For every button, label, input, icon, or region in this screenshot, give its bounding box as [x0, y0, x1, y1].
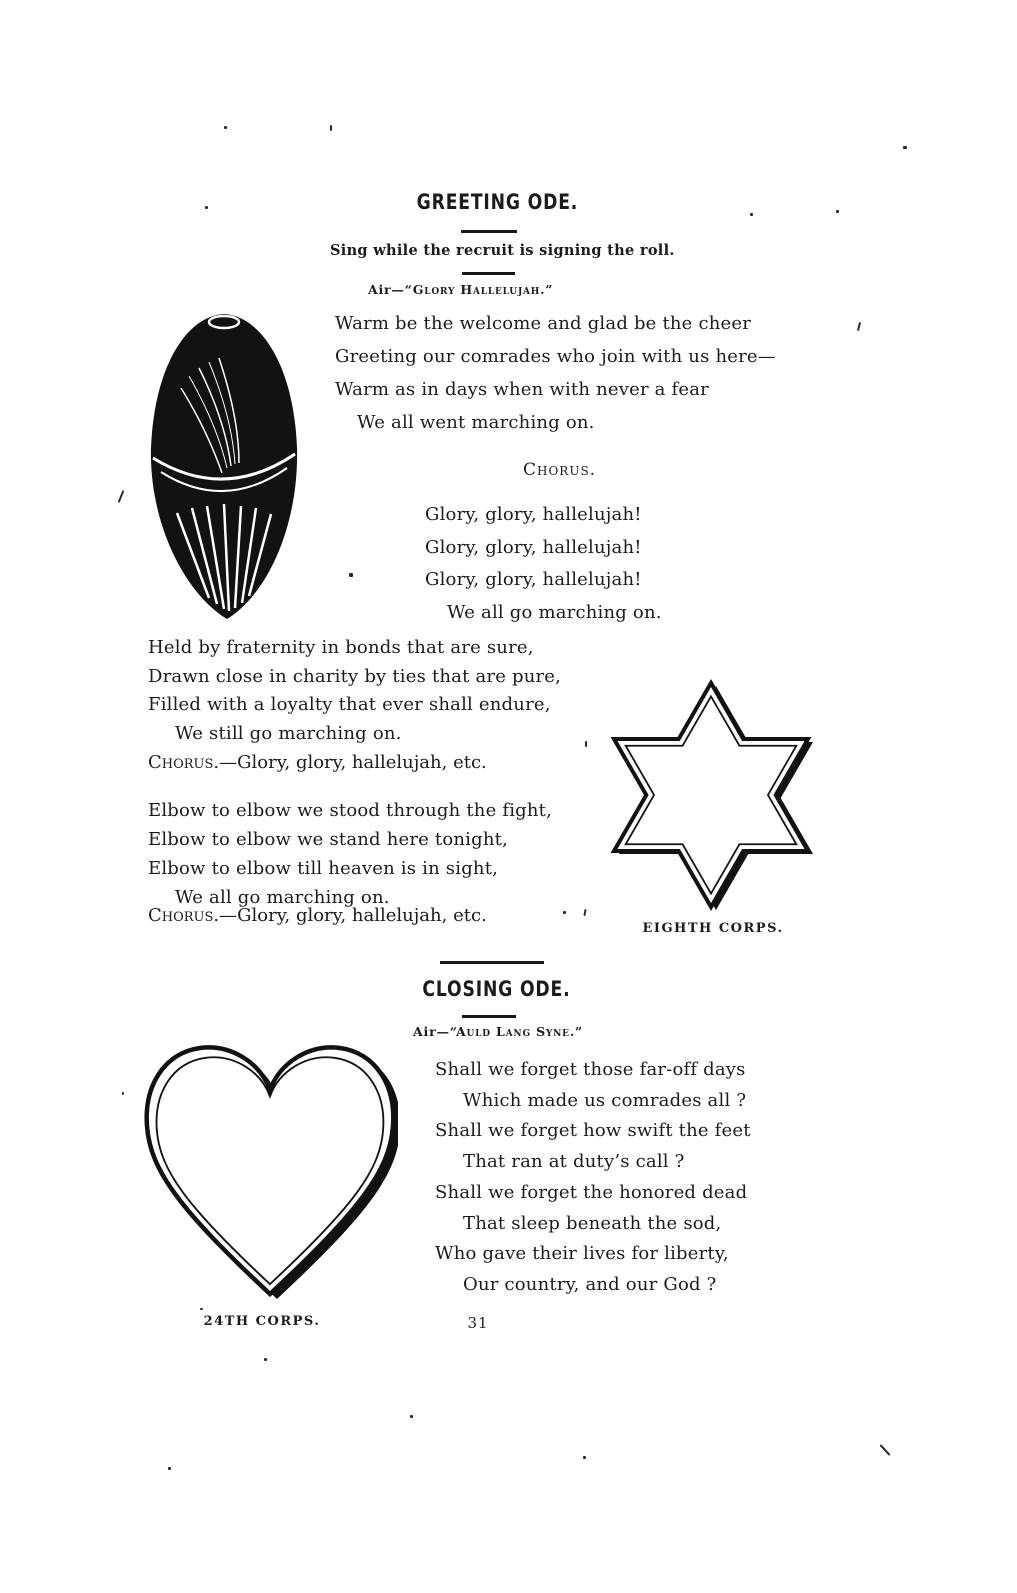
scan-speck	[205, 206, 208, 209]
scan-mark	[585, 741, 587, 747]
chorus-line: Glory, glory, hallelujah!	[425, 504, 642, 525]
scan-speck	[264, 1358, 267, 1361]
twenty-fourth-corps-label: 24TH CORPS.	[203, 1314, 321, 1329]
scan-speck	[349, 573, 353, 577]
instruction-rule	[462, 272, 515, 275]
verse-line: That sleep beneath the sod,	[463, 1212, 722, 1234]
verse-line: That ran at duty’s call ?	[463, 1151, 685, 1173]
verse-line: Which made us comrades all ?	[463, 1089, 747, 1111]
chorus-line: We all go marching on.	[447, 601, 662, 623]
verse-line: We all went marching on.	[357, 412, 595, 433]
verse-line: Shall we forget the honored dead	[435, 1181, 748, 1203]
greeting-verse-2	[148, 634, 561, 748]
verse-line: Filled with a loyalty that ever shall endure,	[148, 694, 551, 715]
scan-speck	[836, 210, 839, 213]
refrain-label: Chorus.	[148, 752, 220, 773]
page-number: 31	[467, 1314, 489, 1332]
acorn-badge-icon	[147, 308, 301, 626]
verse-line: Shall we forget how swift the feet	[435, 1120, 751, 1142]
verse-line: Drawn close in charity by ties that are pure,	[148, 665, 562, 687]
air-tune-name: “Glory Hallelujah.”	[404, 282, 554, 297]
verse-line: Who gave their lives for liberty,	[435, 1243, 729, 1265]
air-prefix: Air—	[413, 1024, 450, 1039]
verse-line: Shall we forget those far-off days	[435, 1059, 746, 1080]
chorus-refrain-1	[148, 753, 487, 774]
singing-instruction: Sing while the recruit is signing the roll.	[330, 242, 675, 259]
verse-line: Elbow to elbow we stood through the fight,	[148, 800, 553, 821]
air-prefix: Air—	[368, 282, 405, 297]
chorus-block	[425, 499, 662, 629]
scan-mark	[118, 490, 125, 503]
six-pointed-star-icon	[594, 671, 828, 923]
scan-speck	[410, 1415, 413, 1418]
refrain-text: —Glory, glory, hallelujah, etc.	[219, 752, 487, 773]
verse-line: We still go marching on.	[175, 722, 402, 744]
scan-speck	[330, 125, 332, 131]
scan-speck	[750, 213, 753, 216]
greeting-ode-title: GREETING ODE.	[416, 190, 579, 214]
air-line-greeting	[368, 282, 554, 297]
refrain-text: —Glory, glory, hallelujah, etc.	[219, 905, 487, 926]
scan-speck	[224, 126, 227, 129]
eighth-corps-label: EIGHTH CORPS.	[642, 921, 784, 936]
verse-line: Held by fraternity in bonds that are sure,	[148, 637, 534, 658]
scan-mark	[857, 322, 861, 331]
heart-badge-icon	[142, 1038, 398, 1308]
scan-speck	[583, 1456, 586, 1459]
verse-line: Warm be the welcome and glad be the cheer	[335, 313, 752, 334]
refrain-label: Chorus.	[148, 905, 220, 926]
verse-line: Warm as in days when with never a fear	[335, 379, 709, 400]
section-divider-rule	[440, 961, 544, 964]
chorus-line: Glory, glory, hallelujah!	[425, 536, 642, 558]
greeting-verse-1	[335, 307, 776, 439]
verse-line: Our country, and our God ?	[463, 1273, 717, 1295]
verse-line: We all go marching on.	[175, 887, 390, 908]
verse-line: Greeting our comrades who join with us here—	[335, 346, 776, 367]
verse-line: Elbow to elbow we stand here tonight,	[148, 829, 509, 850]
verse-line: Elbow to elbow till heaven is in sight,	[148, 858, 499, 879]
chorus-refrain-2	[148, 906, 487, 927]
title-rule	[461, 230, 517, 233]
scan-speck	[563, 911, 566, 914]
chorus-heading: Chorus.	[523, 460, 597, 480]
scan-mark	[880, 1444, 891, 1456]
scan-mark	[583, 909, 586, 916]
air-line-closing	[390, 1025, 606, 1039]
scan-speck	[200, 1308, 203, 1310]
greeting-verse-3	[148, 796, 552, 912]
scan-speck	[168, 1467, 171, 1470]
closing-verse	[435, 1055, 751, 1301]
scan-speck	[903, 146, 907, 149]
air-tune-name: “Auld Lang Syne.”	[449, 1024, 583, 1039]
closing-title-rule	[462, 1015, 516, 1018]
closing-ode-title: CLOSING ODE.	[422, 977, 571, 1001]
scan-speck	[122, 1092, 124, 1095]
chorus-line: Glory, glory, hallelujah!	[425, 569, 642, 590]
